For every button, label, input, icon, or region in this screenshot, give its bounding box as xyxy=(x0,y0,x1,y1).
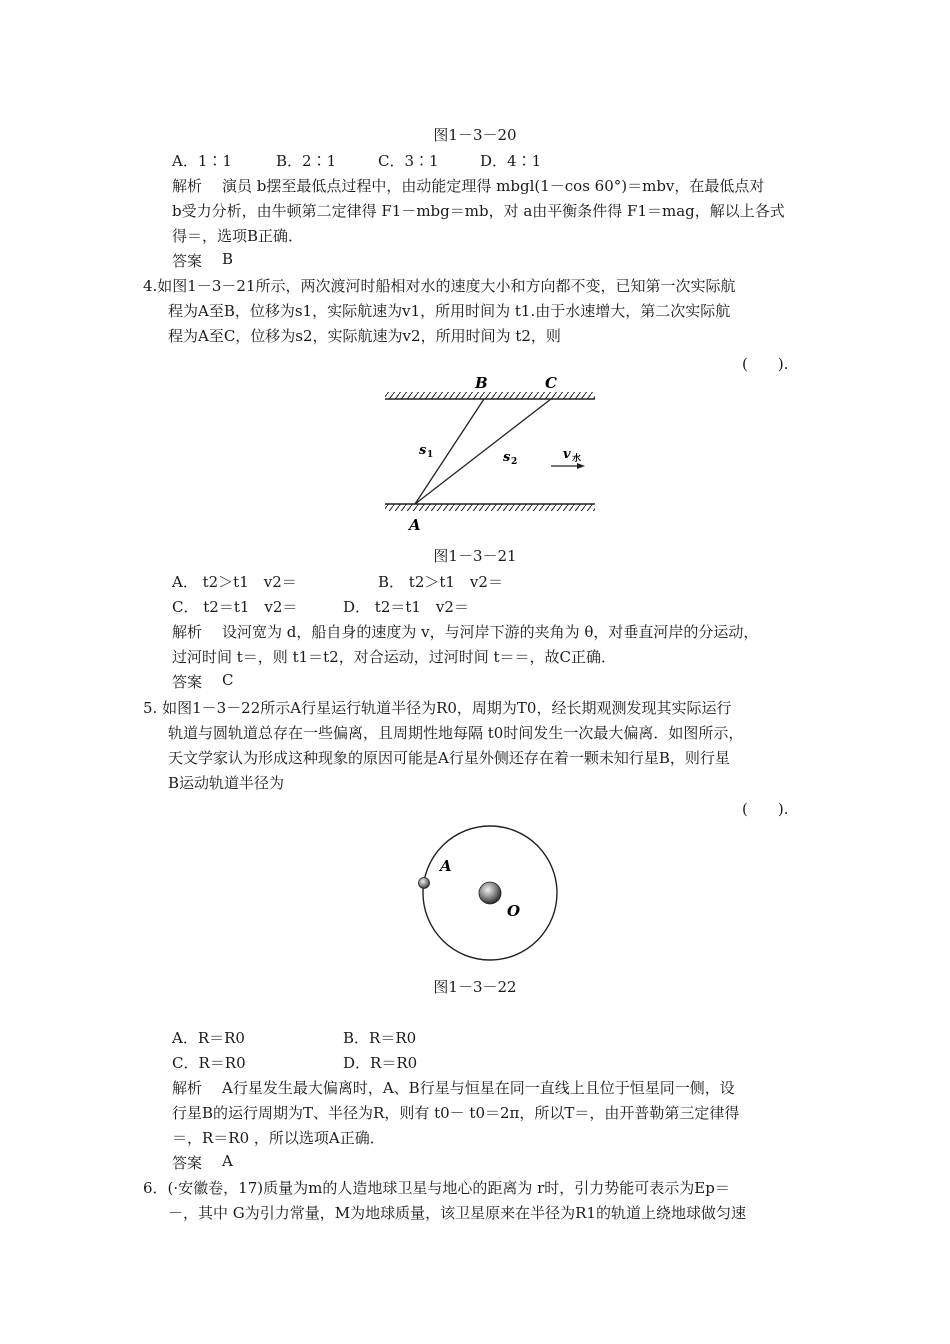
analysis-line: A行星发生最大偏离时，A、B行星与恒星在同一直线上且位于恒星同一侧，设 xyxy=(222,1079,735,1097)
label-o: O xyxy=(507,902,521,920)
answer-label: 答案 xyxy=(172,673,203,691)
label-v-sub: 水 xyxy=(572,454,582,464)
label-s2: s xyxy=(503,450,511,465)
answer-blank-paren: ( ). xyxy=(742,800,789,818)
answer-label: 答案 xyxy=(172,1154,203,1172)
answer-value: C xyxy=(222,671,234,689)
option-a: A． t2＞t1 v2＝ xyxy=(172,573,297,591)
question-stem-line: 6．(·安徽卷，17)质量为m的人造地球卫星与地心的距离为 r时，引力势能可表示为Ep＝ xyxy=(143,1179,730,1197)
analysis-line: 过河时间 t＝，则 t1＝t2，对合运动，过河时间 t＝＝，故C正确． xyxy=(172,648,616,666)
river-crossing-figure xyxy=(375,370,605,540)
question-stem-line: －，其中 G为引力常量，M为地球质量，该卫星原来在半径为R1的轨道上绕地球做匀速 xyxy=(168,1204,746,1222)
option-a: A．1∶1 xyxy=(172,152,232,170)
bottom-bank-hatch xyxy=(385,504,595,511)
question-stem-line: B运动轨道半径为 xyxy=(168,774,285,792)
label-b: B xyxy=(475,374,488,392)
figure-caption-1-3-20: 图1－3－20 xyxy=(433,126,517,144)
option-c: C． t2＝t1 v2＝ xyxy=(172,598,298,616)
label-v: v xyxy=(563,447,571,462)
question-stem-line: 程为A至C，位移为s2，实际航速为v2，所用时间为 t2，则 xyxy=(168,327,561,345)
answer-value: B xyxy=(222,250,234,268)
orbit-figure xyxy=(410,815,570,975)
path-s2-line xyxy=(415,399,551,504)
option-a: A．R＝R0 xyxy=(172,1029,245,1047)
analysis-line: 行星B的运行周期为T、半径为R，则有 t0－ t0＝2π，所以T＝，由开普勒第三定律得 xyxy=(172,1104,740,1122)
question-stem-line: 程为A至B，位移为s1，实际航速为v1，所用时间为 t1.由于水速增大，第二次实际航 xyxy=(168,302,731,320)
analysis-line: 得＝，选项B正确． xyxy=(172,227,304,245)
analysis-line: 演员 b摆至最低点过程中，由动能定理得 mbgl(1－cos 60°)＝mbv，在最低点对 xyxy=(222,177,765,195)
analysis-line: 设河宽为 d，船自身的速度为 v，与河岸下游的夹角为 θ，对垂直河岸的分运动， xyxy=(222,623,759,641)
analysis-label: 解析 xyxy=(172,1079,203,1097)
label-a: A xyxy=(440,857,452,875)
option-b: B．R＝R0 xyxy=(343,1029,417,1047)
option-d: D．4∶1 xyxy=(480,152,542,170)
star-o xyxy=(479,882,501,904)
question-stem-line: 轨道与圆轨道总存在一些偏离，且周期性地每隔 t0时间发生一次最大偏离．如图所示， xyxy=(168,724,744,742)
figure-caption-1-3-21: 图1－3－21 xyxy=(433,547,517,565)
analysis-line: b受力分析，由牛顿第二定律得 F1－mbg＝mb，对 a由平衡条件得 F1＝mag，解以上各式 xyxy=(172,202,785,220)
label-a: A xyxy=(409,516,421,534)
answer-value: A xyxy=(222,1152,233,1170)
analysis-label: 解析 xyxy=(172,177,203,195)
option-d: D． t2＝t1 v2＝ xyxy=(343,598,469,616)
planet-a xyxy=(419,878,430,889)
question-stem-line: 4.如图1－3－21所示，两次渡河时船相对水的速度大小和方向都不变，已知第一次实际航 xyxy=(143,277,736,295)
label-s1: s xyxy=(419,443,427,458)
label-s2-sub: 2 xyxy=(511,457,518,467)
question-stem-line: 天文学家认为形成这种现象的原因可能是A行星外侧还存在着一颗未知行星B，则行星 xyxy=(168,749,730,767)
answer-blank-paren: ( ). xyxy=(742,355,789,373)
label-s1-sub: 1 xyxy=(427,450,434,460)
option-c: C．R＝R0 xyxy=(172,1054,246,1072)
option-b: B．2∶1 xyxy=(276,152,337,170)
label-c: C xyxy=(545,374,557,392)
answer-label: 答案 xyxy=(172,252,203,270)
top-bank-hatch xyxy=(385,392,595,399)
analysis-line: ＝，R＝R0 ，所以选项A正确． xyxy=(172,1129,385,1147)
option-d: D．R＝R0 xyxy=(343,1054,418,1072)
figure-caption-1-3-22: 图1－3－22 xyxy=(433,978,517,996)
analysis-label: 解析 xyxy=(172,623,203,641)
question-stem-line: 5. 如图1－3－22所示A行星运行轨道半径为R0，周期为T0，经长期观测发现其实际运行 xyxy=(143,699,732,717)
option-c: C．3∶1 xyxy=(378,152,439,170)
option-b: B． t2＞t1 v2＝ xyxy=(378,573,503,591)
